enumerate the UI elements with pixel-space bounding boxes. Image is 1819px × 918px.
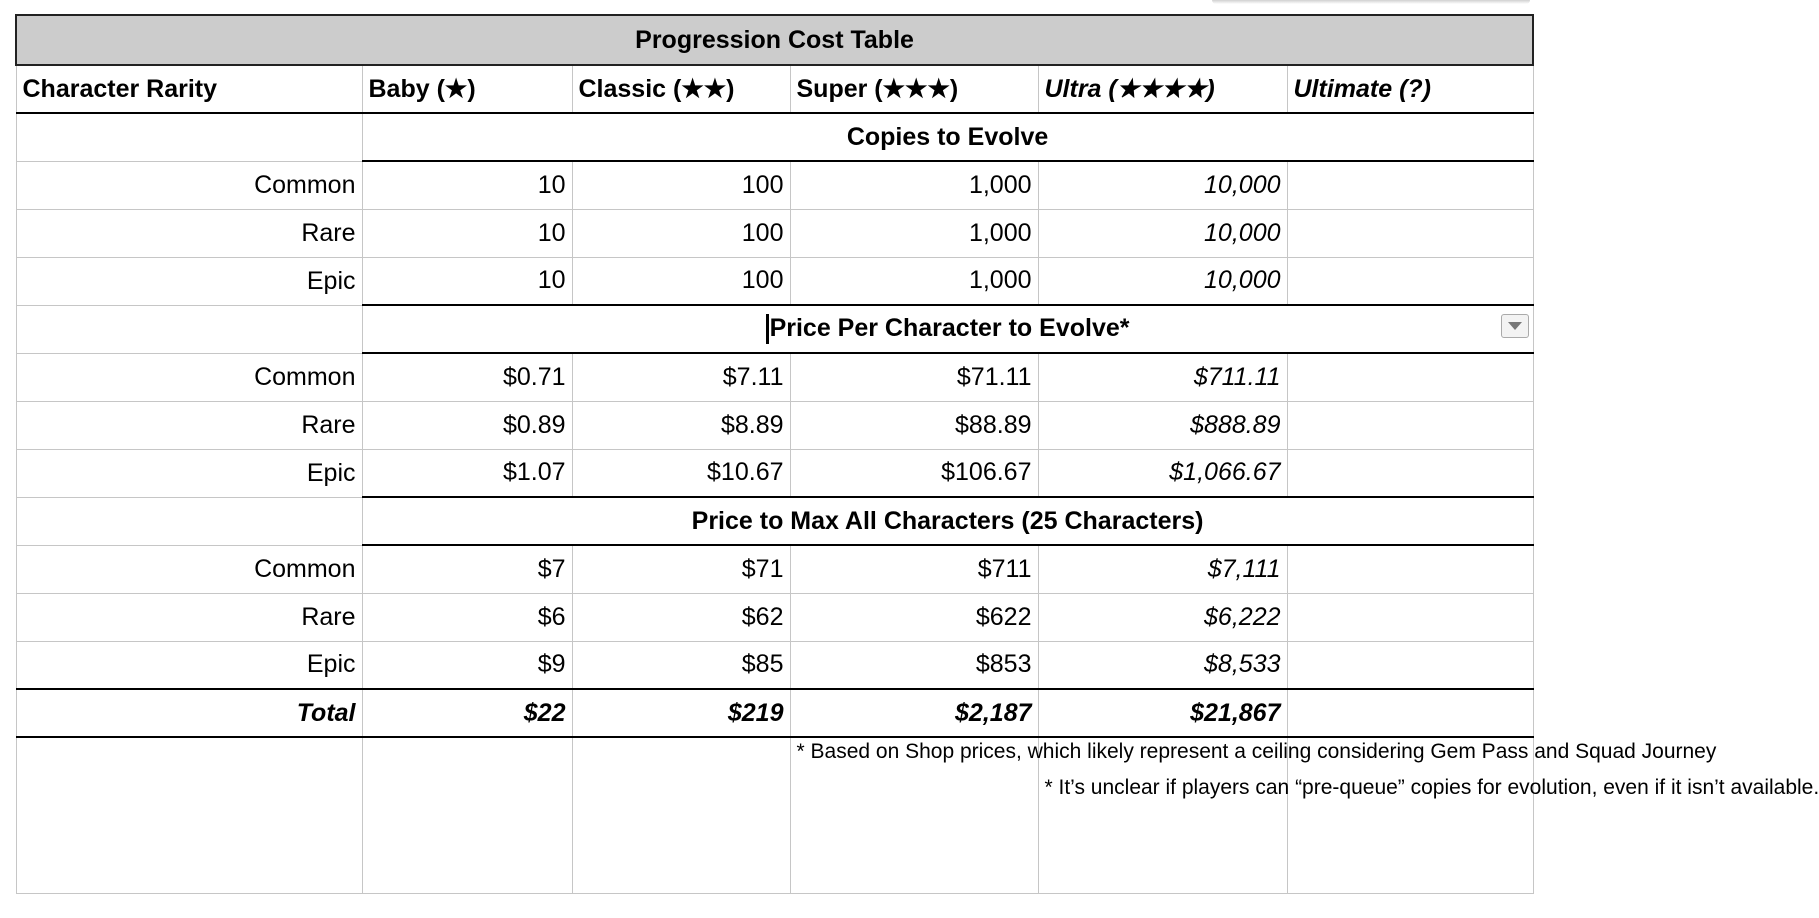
empty-cell[interactable] [1287,545,1533,593]
row-label[interactable]: Rare [16,209,362,257]
header-character-rarity[interactable]: Character Rarity [16,65,362,113]
row-label[interactable]: Common [16,161,362,209]
row-label[interactable]: Rare [16,401,362,449]
progression-cost-table [15,14,1819,894]
total-cell[interactable]: $21,867 [1038,689,1287,737]
empty-cell[interactable] [1287,593,1533,641]
table-title[interactable]: Progression Cost Table [16,15,1533,65]
cell[interactable]: $71 [572,545,790,593]
cell[interactable]: $85 [572,641,790,689]
cell[interactable]: $711 [790,545,1038,593]
cell[interactable]: 100 [572,257,790,305]
cell[interactable]: $106.67 [790,449,1038,497]
header-tier-ultra[interactable]: Ultra (★★★★) [1038,65,1287,113]
text-cursor [766,314,769,344]
empty-cell[interactable] [1287,401,1533,449]
empty-cell[interactable] [16,497,362,545]
note-shop-prices[interactable]: * Based on Shop prices, which likely represent a ceiling considering Gem Pass and Squad Journey [790,737,1038,893]
header-tier-classic[interactable]: Classic (★★) [572,65,790,113]
empty-cell[interactable] [1287,641,1533,689]
cell[interactable]: 1,000 [790,209,1038,257]
cell[interactable]: $7.11 [572,353,790,401]
empty-cell[interactable] [1287,257,1533,305]
cell[interactable]: 100 [572,209,790,257]
empty-cell[interactable] [16,737,362,893]
cell[interactable]: $6,222 [1038,593,1287,641]
header-tier-ultimate[interactable]: Ultimate (?) [1287,65,1533,113]
section-title-text: Price Per Character to Evolve* [769,313,1130,342]
cell[interactable]: $0.89 [362,401,572,449]
header-tier-super[interactable]: Super (★★★) [790,65,1038,113]
cell[interactable]: $88.89 [790,401,1038,449]
cell[interactable]: 10 [362,209,572,257]
row-label[interactable]: Rare [16,593,362,641]
cell[interactable]: $9 [362,641,572,689]
cell[interactable]: $1.07 [362,449,572,497]
total-cell[interactable]: $219 [572,689,790,737]
empty-cell[interactable] [1287,689,1533,737]
cell[interactable]: $8,533 [1038,641,1287,689]
row-label[interactable]: Epic [16,641,362,689]
cell[interactable]: 100 [572,161,790,209]
section-title-copies[interactable]: Copies to Evolve [362,113,1533,161]
empty-cell[interactable] [572,737,790,893]
cell[interactable]: 10,000 [1038,257,1287,305]
cell[interactable]: $0.71 [362,353,572,401]
total-cell[interactable]: $22 [362,689,572,737]
row-label[interactable]: Epic [16,257,362,305]
cell[interactable]: $62 [572,593,790,641]
cell[interactable]: $71.11 [790,353,1038,401]
empty-cell[interactable] [16,305,362,353]
empty-cell[interactable] [16,113,362,161]
empty-cell[interactable] [1287,161,1533,209]
cell[interactable]: $1,066.67 [1038,449,1287,497]
empty-cell[interactable] [1287,353,1533,401]
empty-cell[interactable] [1287,209,1533,257]
cell[interactable]: $853 [790,641,1038,689]
cell[interactable]: 1,000 [790,257,1038,305]
dropdown-arrow-icon[interactable] [1501,314,1529,338]
cell[interactable]: 10 [362,257,572,305]
cell[interactable]: 1,000 [790,161,1038,209]
cell[interactable]: $888.89 [1038,401,1287,449]
header-tier-baby[interactable]: Baby (★) [362,65,572,113]
row-label[interactable]: Common [16,353,362,401]
cell[interactable]: $6 [362,593,572,641]
floating-panel-edge [1212,0,1530,4]
cell[interactable]: $8.89 [572,401,790,449]
cell[interactable]: $711.11 [1038,353,1287,401]
cell[interactable]: $7,111 [1038,545,1287,593]
cell[interactable]: $7 [362,545,572,593]
total-cell[interactable]: $2,187 [790,689,1038,737]
empty-cell[interactable] [362,737,572,893]
row-label[interactable]: Common [16,545,362,593]
empty-cell[interactable] [1287,449,1533,497]
row-label[interactable]: Epic [16,449,362,497]
cell[interactable]: 10 [362,161,572,209]
cell[interactable]: 10,000 [1038,209,1287,257]
section-title-price-per-character[interactable] [362,305,1533,353]
note-pre-queue[interactable]: * It’s unclear if players can “pre-queue” copies for evolution, even if it isn’t available. [1038,737,1287,893]
total-label[interactable]: Total [16,689,362,737]
cell[interactable]: $622 [790,593,1038,641]
cell[interactable]: 10,000 [1038,161,1287,209]
section-title-price-to-max[interactable]: Price to Max All Characters (25 Characters) [362,497,1533,545]
cell[interactable]: $10.67 [572,449,790,497]
